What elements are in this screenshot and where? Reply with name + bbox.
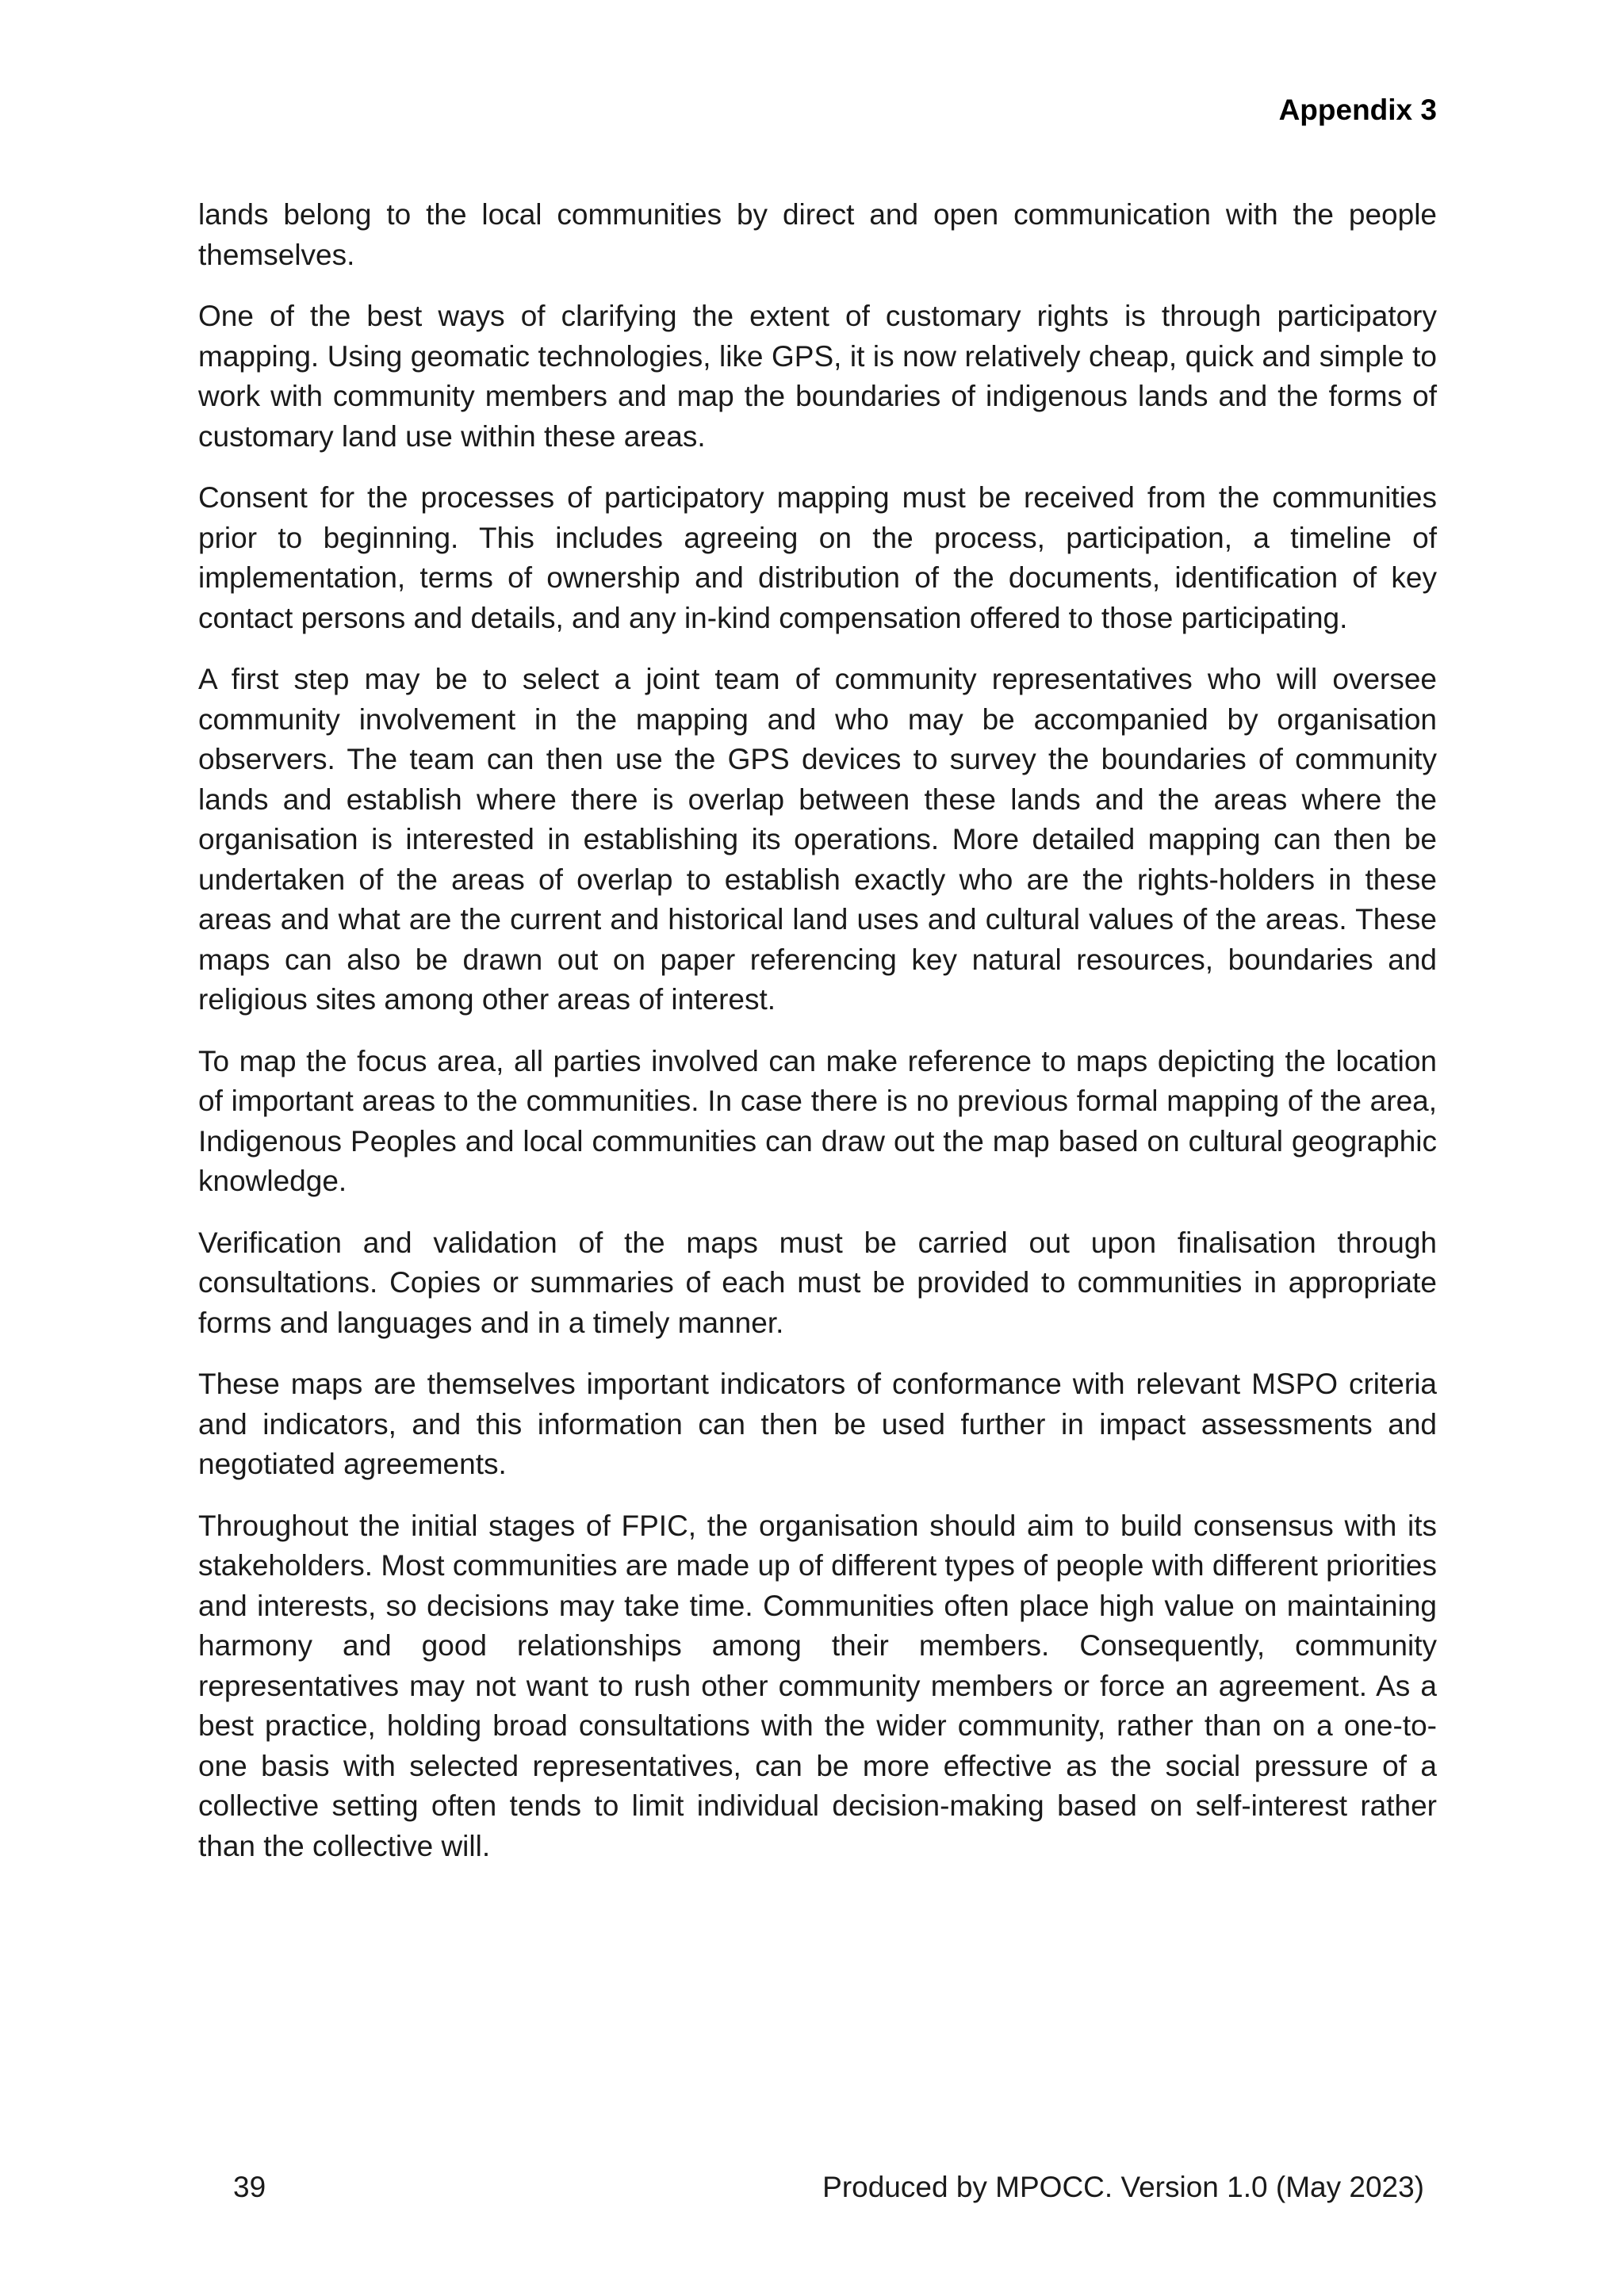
paragraph: Throughout the initial stages of FPIC, the organisation should aim to build consensus with its stakeholders. Most communities are made up of different types of people with different priorities and interests, so decisions may take time. Communities often place high value on maintaining harmony and good relationships among their members. Consequently, community representatives may not want to rush other community members or force an agreement. As a best practice, holding broad consultations with the wider community, rather than on a one-to-one basis with selected representatives, can be more effective as the social pressure of a collective setting often tends to limit individual decision-making based on self-interest rather than the collective will.: [198, 1509, 1437, 1862]
paragraph: A first step may be to select a joint team of community representatives who will oversee community involvement in the mapping and who may be accompanied by organisation observers. The team can then use the GPS devices to survey the boundaries of community lands and establish where there is overlap between these lands and the areas where the organisation is interested in establishing its operations. More detailed mapping can then be undertaken of the areas of overlap to establish exactly who are the rights-holders in these areas and what are the current and historical land uses and cultural values of the areas. These maps can also be drawn out on paper referencing key natural resources, boundaries and religious sites among other areas of interest.: [198, 663, 1437, 1016]
paragraph: Consent for the processes of participatory mapping must be received from the communities prior to beginning. This includes agreeing on the process, participation, a timeline of implementation, terms of ownership and distribution of the documents, identification of key contact persons and details, and any in-kind compensation offered to those participating.: [198, 481, 1437, 634]
produced-by-note: Produced by MPOCC. Version 1.0 (May 2023): [822, 2171, 1424, 2203]
paragraph: One of the best ways of clarifying the extent of customary rights is through participatory mapping. Using geomatic technologies, like GPS, it is now relatively cheap, quick and simple to work with community members and map the boundaries of indigenous lands and the forms of customary land use within these areas.: [198, 300, 1437, 453]
paragraph: These maps are themselves important indicators of conformance with relevant MSPO criteria and indicators, and this information can then be used further in impact assessments and negotiated agreements.: [198, 1368, 1437, 1480]
body-text: [198, 195, 1437, 1888]
paragraph: lands belong to the local communities by direct and open communication with the people themselves.: [198, 198, 1437, 271]
paragraph: To map the focus area, all parties involved can make reference to maps depicting the location of important areas to the communities. In case there is no previous formal mapping of the area, Indigenous Peoples and local communities can draw out the map based on cultural geographic knowledge.: [198, 1044, 1437, 1197]
section-header: Appendix 3: [1278, 94, 1437, 126]
paragraph: Verification and validation of the maps must be carried out upon finalisation through consultations. Copies or summaries of each must be provided to communities in appropriate forms and languages and in a timely manner.: [198, 1226, 1437, 1339]
page-number: 39: [233, 2171, 266, 2203]
